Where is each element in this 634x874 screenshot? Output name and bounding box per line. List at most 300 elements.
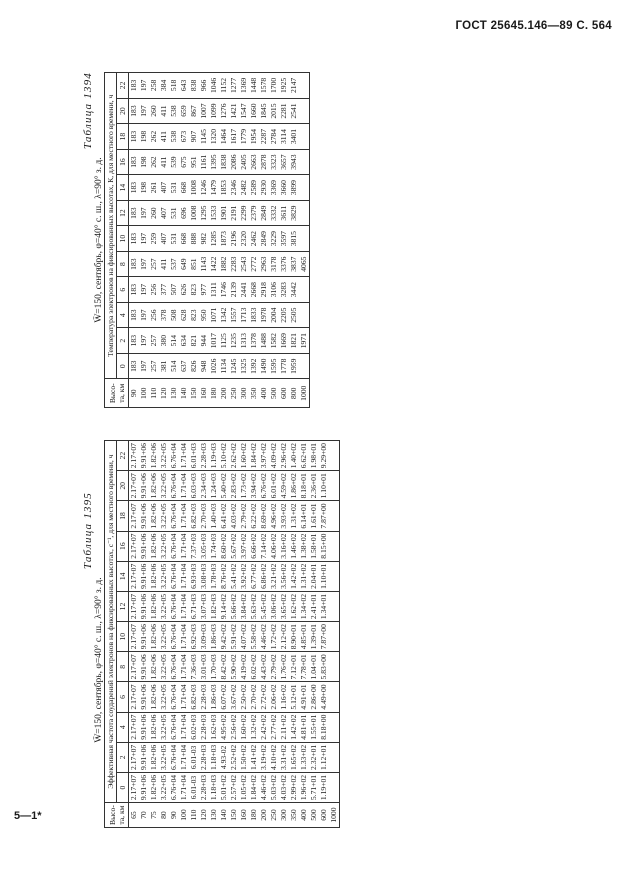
value-cell: 1479 <box>209 175 219 201</box>
value-cell: 1.71+04 <box>179 561 189 591</box>
value-cell: 2196 <box>229 226 239 252</box>
table-row <box>299 441 309 828</box>
value-cell: 1.18+03 <box>209 772 219 802</box>
value-cell: 8.42+02 <box>219 652 229 682</box>
table-row <box>289 73 299 408</box>
value-cell: 1.72+02 <box>269 622 279 652</box>
value-cell: 3332 <box>269 200 279 226</box>
value-cell: 1547 <box>239 98 249 124</box>
value-cell: 380 <box>159 328 169 354</box>
value-cell: 3178 <box>269 251 279 277</box>
height-cell: 110 <box>149 379 159 408</box>
value-cell: 2147 <box>289 73 299 99</box>
value-cell: 9.91+06 <box>139 441 149 471</box>
value-cell: 1.71+04 <box>179 742 189 772</box>
value-cell: 3.21+02 <box>269 561 279 591</box>
value-cell: 982 <box>199 226 209 252</box>
value-cell: 1313 <box>239 328 249 354</box>
value-cell: 3829 <box>289 200 299 226</box>
value-cell: 4.91+01 <box>299 682 309 712</box>
value-cell: 2004 <box>269 302 279 328</box>
value-cell: 1448 <box>249 73 259 99</box>
value-cell: 1833 <box>249 302 259 328</box>
value-cell: 7.14+02 <box>259 531 269 561</box>
value-cell: 1.84+02 <box>249 772 259 802</box>
value-cell: 634 <box>179 328 189 354</box>
value-cell: 950 <box>199 302 209 328</box>
value-cell: 951 <box>189 149 199 175</box>
value-cell: 2918 <box>259 277 269 303</box>
value-cell: 826 <box>189 353 199 379</box>
value-cell: 6.02+03 <box>189 712 199 742</box>
value-cell: 1.42+02 <box>289 561 299 591</box>
value-cell: 3.97+02 <box>239 531 249 561</box>
value-cell: 1.31+02 <box>289 501 299 531</box>
value-cell: 1.41+02 <box>249 742 259 772</box>
height-cell: 130 <box>169 379 179 408</box>
value-cell: 2505 <box>289 302 299 328</box>
value-cell: 2.28+03 <box>199 772 209 802</box>
value-cell: 3442 <box>289 277 299 303</box>
table-row <box>159 73 169 408</box>
value-cell: 9.91+06 <box>139 471 149 501</box>
value-cell: 9.91+06 <box>139 591 149 621</box>
value-cell: 1.62+02 <box>289 591 299 621</box>
table-1395-label: Таблица 1395 <box>82 492 94 570</box>
value-cell: 8.15+00 <box>319 531 329 561</box>
value-cell: 5.45+02 <box>259 591 269 621</box>
value-cell: 1007 <box>199 98 209 124</box>
value-cell: 2.57+02 <box>229 772 239 802</box>
value-cell: 7.12+01 <box>289 652 299 682</box>
column-header: 18 <box>117 501 129 531</box>
value-cell: 3.22+05 <box>159 441 169 471</box>
value-cell: 1821 <box>289 328 299 354</box>
value-cell: 867 <box>189 98 199 124</box>
value-cell <box>329 471 340 501</box>
value-cell: 183 <box>129 328 140 354</box>
value-cell: 2.28+03 <box>199 682 209 712</box>
height-cell: 120 <box>199 803 209 828</box>
value-cell: 5.91+02 <box>229 622 239 652</box>
value-cell: 1.84+02 <box>249 441 259 471</box>
value-cell: 407 <box>159 200 169 226</box>
value-cell: 4.59+02 <box>279 471 289 501</box>
value-cell: 197 <box>139 353 149 379</box>
value-cell: 1.32+02 <box>249 712 259 742</box>
value-cell: 1026 <box>209 353 219 379</box>
value-cell: 2.42+02 <box>259 712 269 742</box>
value-cell: 6.71+03 <box>189 591 199 621</box>
height-cell: 500 <box>269 379 279 408</box>
value-cell: 1.39+01 <box>309 622 319 652</box>
value-cell: 4.10+02 <box>269 742 279 772</box>
height-cell: 120 <box>159 379 169 408</box>
value-cell: 2205 <box>279 302 289 328</box>
value-cell: 6.66+02 <box>249 531 259 561</box>
value-cell: 2287 <box>259 124 269 150</box>
value-cell: 8.69+02 <box>259 501 269 531</box>
table-row <box>309 441 319 828</box>
height-cell: 180 <box>209 379 219 408</box>
value-cell: 197 <box>139 98 149 124</box>
value-cell: 1422 <box>209 251 219 277</box>
value-cell: 1277 <box>229 73 239 99</box>
value-cell: 1.40+02 <box>289 441 299 471</box>
value-cell: 626 <box>179 277 189 303</box>
value-cell: 1.34+02 <box>299 591 309 621</box>
height-cell: 250 <box>269 803 279 828</box>
value-cell: 2346 <box>229 175 239 201</box>
value-cell: 2.50+02 <box>239 682 249 712</box>
value-cell: 821 <box>189 328 199 354</box>
value-cell <box>329 622 340 652</box>
value-cell: 411 <box>159 98 169 124</box>
value-cell <box>299 98 310 124</box>
value-cell: 1285 <box>209 226 219 252</box>
value-cell: 3.22+05 <box>159 742 169 772</box>
value-cell: 2191 <box>229 200 239 226</box>
value-cell: 3.05+03 <box>199 531 209 561</box>
table-row <box>189 73 199 408</box>
value-cell: 3.56+02 <box>279 561 289 591</box>
value-cell: 507 <box>169 277 179 303</box>
value-cell <box>329 742 340 772</box>
value-cell: 3.22+05 <box>159 471 169 501</box>
value-cell: 1578 <box>259 73 269 99</box>
value-cell: 1.71+04 <box>179 712 189 742</box>
height-cell: 140 <box>179 379 189 408</box>
value-cell: 2405 <box>239 149 249 175</box>
value-cell: 3.22+05 <box>159 501 169 531</box>
value-cell: 183 <box>129 73 140 99</box>
value-cell <box>329 561 340 591</box>
value-cell: 3.07+03 <box>199 591 209 621</box>
value-cell: 1617 <box>229 124 239 150</box>
value-cell: 2.17+07 <box>129 531 140 561</box>
value-cell: 1.82+06 <box>149 531 159 561</box>
value-cell: 4065 <box>299 251 310 277</box>
value-cell: 197 <box>139 277 149 303</box>
value-cell: 6.01-03 <box>189 742 199 772</box>
table-row <box>169 441 179 828</box>
value-cell: 637 <box>179 353 189 379</box>
height-cell: 600 <box>319 803 329 828</box>
height-cell: 350 <box>289 803 299 828</box>
value-cell: 197 <box>139 251 149 277</box>
table-row <box>249 441 259 828</box>
value-cell: 2.17+07 <box>129 622 140 652</box>
height-cell: 200 <box>219 379 229 408</box>
value-cell: 183 <box>129 277 140 303</box>
table-row <box>319 441 329 828</box>
value-cell: 6.76+02 <box>259 471 269 501</box>
value-cell: 977 <box>199 277 209 303</box>
value-cell: 1.46+02 <box>289 531 299 561</box>
value-cell: 1.65+02 <box>289 742 299 772</box>
value-cell <box>299 175 310 201</box>
value-cell: 5.67+02 <box>229 531 239 561</box>
value-cell: 3114 <box>279 124 289 150</box>
value-cell: 260 <box>149 98 159 124</box>
value-cell: 197 <box>139 302 149 328</box>
value-cell: 1.82+06 <box>149 622 159 652</box>
height-cell: 150 <box>229 803 239 828</box>
value-cell: 2.17+07 <box>129 682 140 712</box>
value-cell <box>329 652 340 682</box>
value-cell: 1143 <box>199 251 209 277</box>
value-cell: 9.91+06 <box>139 712 149 742</box>
value-cell: 1.82+06 <box>149 591 159 621</box>
value-cell: 508 <box>169 302 179 328</box>
value-cell: 1.86+03 <box>209 622 219 652</box>
height-cell: 130 <box>209 803 219 828</box>
value-cell: 2.99+02 <box>289 772 299 802</box>
value-cell: 1.71+04 <box>179 622 189 652</box>
height-cell: 80 <box>159 803 169 828</box>
value-cell: 3899 <box>289 175 299 201</box>
value-cell: 1.71+04 <box>179 682 189 712</box>
value-cell: 2.12+02 <box>279 622 289 652</box>
table-row <box>149 441 159 828</box>
table-1394-block <box>82 72 310 408</box>
value-cell: 1778 <box>279 353 289 379</box>
height-cell: 250 <box>229 379 239 408</box>
table-row <box>239 73 249 408</box>
column-header: 12 <box>117 591 129 621</box>
height-cell: 400 <box>299 803 309 828</box>
column-header: 0 <box>117 353 129 379</box>
value-cell: 696 <box>179 200 189 226</box>
value-cell: 3.16+02 <box>279 531 289 561</box>
value-cell: 3323 <box>269 149 279 175</box>
value-cell: 1.55+01 <box>309 712 319 742</box>
table-row <box>169 73 179 408</box>
value-cell: 1.82+06 <box>149 772 159 802</box>
value-cell: 1971 <box>299 328 310 354</box>
value-cell: 2.56+02 <box>229 712 239 742</box>
value-cell: 1.98+01 <box>309 441 319 471</box>
column-header: 14 <box>117 175 129 201</box>
value-cell: 4.81+01 <box>299 712 309 742</box>
value-cell: 407 <box>159 226 169 252</box>
table-row <box>269 73 279 408</box>
value-cell: 3229 <box>269 226 279 252</box>
height-cell: 300 <box>239 379 249 408</box>
value-cell: 7.87+00 <box>319 501 329 531</box>
value-cell: 4.95+02 <box>219 712 229 742</box>
table-row <box>219 73 229 408</box>
value-cell: 1.60+02 <box>239 441 249 471</box>
value-cell <box>299 302 310 328</box>
value-cell: 2.17+07 <box>129 712 140 742</box>
table-row <box>229 73 239 408</box>
value-cell: 1.86+02 <box>289 471 299 501</box>
value-cell: 183 <box>129 175 140 201</box>
value-cell: 1.34+01 <box>319 591 329 621</box>
value-cell: 1713 <box>239 302 249 328</box>
value-cell: 6.76+04 <box>169 441 179 471</box>
table-1394 <box>104 72 310 408</box>
value-cell: 2849 <box>259 200 269 226</box>
value-cell: 9.29+00 <box>319 441 329 471</box>
value-cell: 2.28+03 <box>199 712 209 742</box>
value-cell: 198 <box>139 175 149 201</box>
value-cell: 6.77+02 <box>249 561 259 591</box>
value-cell: 1.70+03 <box>209 652 219 682</box>
table-1395-subtitle: W̄=150, сентябрь, φ=40° с. ш., λ=90° з. д. <box>94 577 104 743</box>
value-cell: 9.91+06 <box>139 501 149 531</box>
value-cell: 407 <box>159 175 169 201</box>
value-cell: 4.43+02 <box>259 652 269 682</box>
value-cell: 9.91+06 <box>139 742 149 772</box>
value-cell: 823 <box>189 302 199 328</box>
value-cell: 888 <box>189 226 199 252</box>
value-cell: 1.82+06 <box>149 682 159 712</box>
value-cell: 1276 <box>219 98 229 124</box>
value-cell: 1925 <box>279 73 289 99</box>
value-cell: 1.04+01 <box>309 652 319 682</box>
value-cell: 258 <box>149 73 159 99</box>
table-row <box>299 73 310 408</box>
value-cell: 2.96+02 <box>279 441 289 471</box>
value-cell: 6.76+04 <box>169 531 179 561</box>
value-cell: 5.40+02 <box>219 471 229 501</box>
value-cell: 2.17+07 <box>129 561 140 591</box>
table-1395 <box>104 440 340 828</box>
value-cell: 7.78+01 <box>299 652 309 682</box>
column-header: 22 <box>117 441 129 471</box>
value-cell: 2.86+00 <box>309 682 319 712</box>
value-cell: 2.34+03 <box>199 471 209 501</box>
value-cell: 1.38+02 <box>299 531 309 561</box>
value-cell: 1.18+03 <box>209 742 219 772</box>
value-cell: 518 <box>169 73 179 99</box>
table-row <box>279 441 289 828</box>
column-header: 22 <box>117 73 129 99</box>
value-cell: 4.03+02 <box>229 501 239 531</box>
height-cell: 110 <box>189 803 199 828</box>
value-cell: 2283 <box>229 251 239 277</box>
value-cell: 2482 <box>239 175 249 201</box>
value-cell: 1008 <box>189 200 199 226</box>
value-cell: 2.36+01 <box>309 471 319 501</box>
value-cell: 260 <box>149 200 159 226</box>
value-cell: 3597 <box>279 226 289 252</box>
value-cell: 2.28+03 <box>199 441 209 471</box>
value-cell: 675 <box>179 149 189 175</box>
height-cell: 350 <box>249 379 259 408</box>
value-cell: 9.91+06 <box>139 531 149 561</box>
value-cell: 2.17+07 <box>129 772 140 802</box>
value-cell: 3.19+02 <box>259 742 269 772</box>
value-cell: 531 <box>169 175 179 201</box>
value-cell: 3.06+02 <box>269 591 279 621</box>
value-cell: 2.11+02 <box>279 712 289 742</box>
value-cell: 3.22+05 <box>159 591 169 621</box>
value-cell: 8.18+00 <box>319 712 329 742</box>
page-footer: 5—1* <box>14 810 42 822</box>
table-1394-subtitle: W̄=150, сентябрь, φ=40° с. ш., λ=90° з. д. <box>94 157 104 323</box>
value-cell <box>299 226 310 252</box>
height-cell: 200 <box>259 803 269 828</box>
value-cell: 256 <box>149 302 159 328</box>
value-cell: 3.94+02 <box>249 471 259 501</box>
column-header: 14 <box>117 561 129 591</box>
value-cell: 411 <box>159 251 169 277</box>
value-cell: 1.86+03 <box>209 682 219 712</box>
value-cell: 1.19+03 <box>209 441 219 471</box>
value-cell: 9.91+06 <box>139 682 149 712</box>
table-row <box>219 441 229 828</box>
value-cell: 4.06+02 <box>269 531 279 561</box>
value-cell: 3.31+02 <box>279 742 289 772</box>
value-cell: 6.76+04 <box>169 682 179 712</box>
value-cell: 823 <box>189 277 199 303</box>
value-cell: 1099 <box>209 98 219 124</box>
value-cell: 6.14+01 <box>299 501 309 531</box>
value-cell: 1.60+02 <box>239 712 249 742</box>
value-cell: 1.71+04 <box>179 441 189 471</box>
value-cell: 183 <box>129 251 140 277</box>
height-header: Высо- та, км <box>105 379 129 408</box>
value-cell: 1378 <box>249 328 259 354</box>
value-cell: 1320 <box>209 124 219 150</box>
value-cell: 2963 <box>259 251 269 277</box>
value-cell: 1392 <box>249 353 259 379</box>
value-cell: 1.33+02 <box>299 742 309 772</box>
value-cell: 2.79+02 <box>239 501 249 531</box>
value-cell: 5.63+02 <box>249 591 259 621</box>
value-cell: 2772 <box>249 251 259 277</box>
value-cell: 411 <box>159 149 169 175</box>
value-cell: 6.76+04 <box>169 471 179 501</box>
table-row <box>149 73 159 408</box>
value-cell: 649 <box>179 251 189 277</box>
value-cell: 3660 <box>279 175 289 201</box>
value-cell: 2299 <box>239 200 249 226</box>
value-cell: 643 <box>179 73 189 99</box>
value-cell: 5.41+02 <box>229 561 239 591</box>
table-row <box>209 441 219 828</box>
value-cell <box>299 353 310 379</box>
value-cell: 2139 <box>229 277 239 303</box>
value-cell: 2541 <box>289 98 299 124</box>
value-cell: 1.76+02 <box>279 652 289 682</box>
value-cell: 531 <box>169 226 179 252</box>
value-cell: 1295 <box>199 200 209 226</box>
value-cell <box>299 124 310 150</box>
value-cell: 6.01+03 <box>189 441 199 471</box>
value-cell: 4.46+02 <box>259 622 269 652</box>
value-cell <box>329 712 340 742</box>
table-row <box>239 441 249 828</box>
value-cell: 4.03+02 <box>279 772 289 802</box>
value-cell: 2.77+02 <box>269 712 279 742</box>
value-cell: 4.19+02 <box>239 652 249 682</box>
value-cell: 1.78+03 <box>209 561 219 591</box>
value-cell: 183 <box>129 226 140 252</box>
value-cell <box>329 531 340 561</box>
value-cell: 9.91+06 <box>139 561 149 591</box>
value-cell: 5.10+02 <box>219 441 229 471</box>
page-header: ГОСТ 25645.146—89 С. 564 <box>455 20 612 32</box>
value-cell: 1.82+06 <box>149 712 159 742</box>
value-cell: 514 <box>169 328 179 354</box>
value-cell: 6.93+03 <box>189 561 199 591</box>
value-cell: 668 <box>179 226 189 252</box>
value-cell: 3.97+02 <box>259 441 269 471</box>
